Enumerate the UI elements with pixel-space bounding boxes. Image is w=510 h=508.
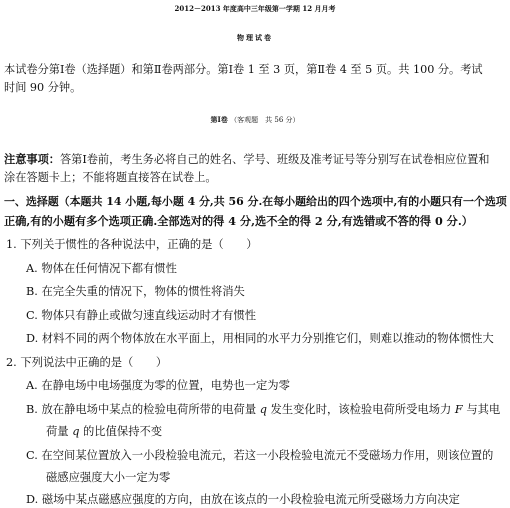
exam-title: 物理试卷 [237, 34, 273, 42]
question-1-option-a: A. 物体在任何情况下都有惯性 [26, 262, 177, 275]
q2b-text-3: 与其电 [462, 403, 501, 416]
q2b-text-2: 发生变化时，该检验电荷所受电场力 [266, 403, 455, 416]
q2b-var-q: q [259, 403, 267, 416]
section1-line-2: 正确,有的小题有多个选项正确.全部选对的得 4 分,选不全的得 2 分,有选错或不答的得 0 分.） [4, 214, 473, 228]
notice-text-1: 答第Ⅰ卷前，考生务必将自己的姓名、学号、班级及准考证号等分别写在试卷相应位置和 [59, 153, 490, 166]
notice-label: 注意事项： [4, 152, 60, 166]
question-2-stem: 2. 下列说法中正确的是（ ） [6, 356, 168, 369]
exam-header: 2012－2013 年度高中三年级第一学期 12 月月考 [174, 4, 336, 13]
question-1-option-c: C. 物体只有静止或做匀速直线运动时才有惯性 [26, 309, 257, 322]
question-2-option-c-line-1: C. 在空间某位置放入一小段检验电流元，若这一小段检验电流元不受磁场力作用，则该位置的 [26, 449, 494, 462]
q2b-text-4: 荷量 [46, 425, 73, 438]
question-1-stem: 1. 下列关于惯性的各种说法中，正确的是（ ） [6, 238, 258, 251]
notice-line-2: 涂在答题卡上；不能将题直接答在试卷上。 [4, 171, 217, 184]
part1-title [0, 110, 510, 130]
q2b-var-q2: q [72, 425, 80, 438]
section1-line-1: 一、选择题（本题共 14 小题,每小题 4 分,共 56 分.在每小题给出的四个选项中,有的小题只有一个选项 [4, 195, 507, 208]
part1-title-main: 第Ⅰ卷 [210, 115, 228, 124]
intro-line-2: 时间 90 分钟。 [4, 81, 82, 94]
q2b-var-f: F [454, 403, 463, 416]
question-2-option-c-line-2: 磁感应强度大小一定为零 [46, 471, 171, 484]
question-2-option-b-line-1 [26, 402, 500, 418]
q2b-text-5: 的比值保持不变 [79, 425, 163, 438]
part1-title-sub: （客观题 共 56 分） [230, 116, 300, 124]
intro-line-1: 本试卷分第Ⅰ卷（选择题）和第Ⅱ卷两部分。第Ⅰ卷 1 至 3 页，第Ⅱ卷 4 至 5 页。共 100 分。考试 [4, 63, 483, 76]
question-2-option-b-line-2 [46, 424, 162, 440]
question-2-option-a: A. 在静电场中电场强度为零的位置，电势也一定为零 [26, 379, 290, 392]
q2b-text-1: B. 放在静电场中某点的检验电荷所带的电荷量 [26, 403, 260, 416]
question-2-option-d-line-1: D. 磁场中某点磁感应强度的方向，由放在该点的一小段检验电流元所受磁场力方向决定 [26, 493, 460, 506]
notice-line-1 [4, 151, 490, 168]
question-1-option-d: D. 材料不同的两个物体放在水平面上，用相同的水平力分别推它们，则难以推动的物体惯性大 [26, 332, 494, 345]
question-1-option-b: B. 在完全失重的情况下，物体的惯性将消失 [26, 285, 245, 298]
